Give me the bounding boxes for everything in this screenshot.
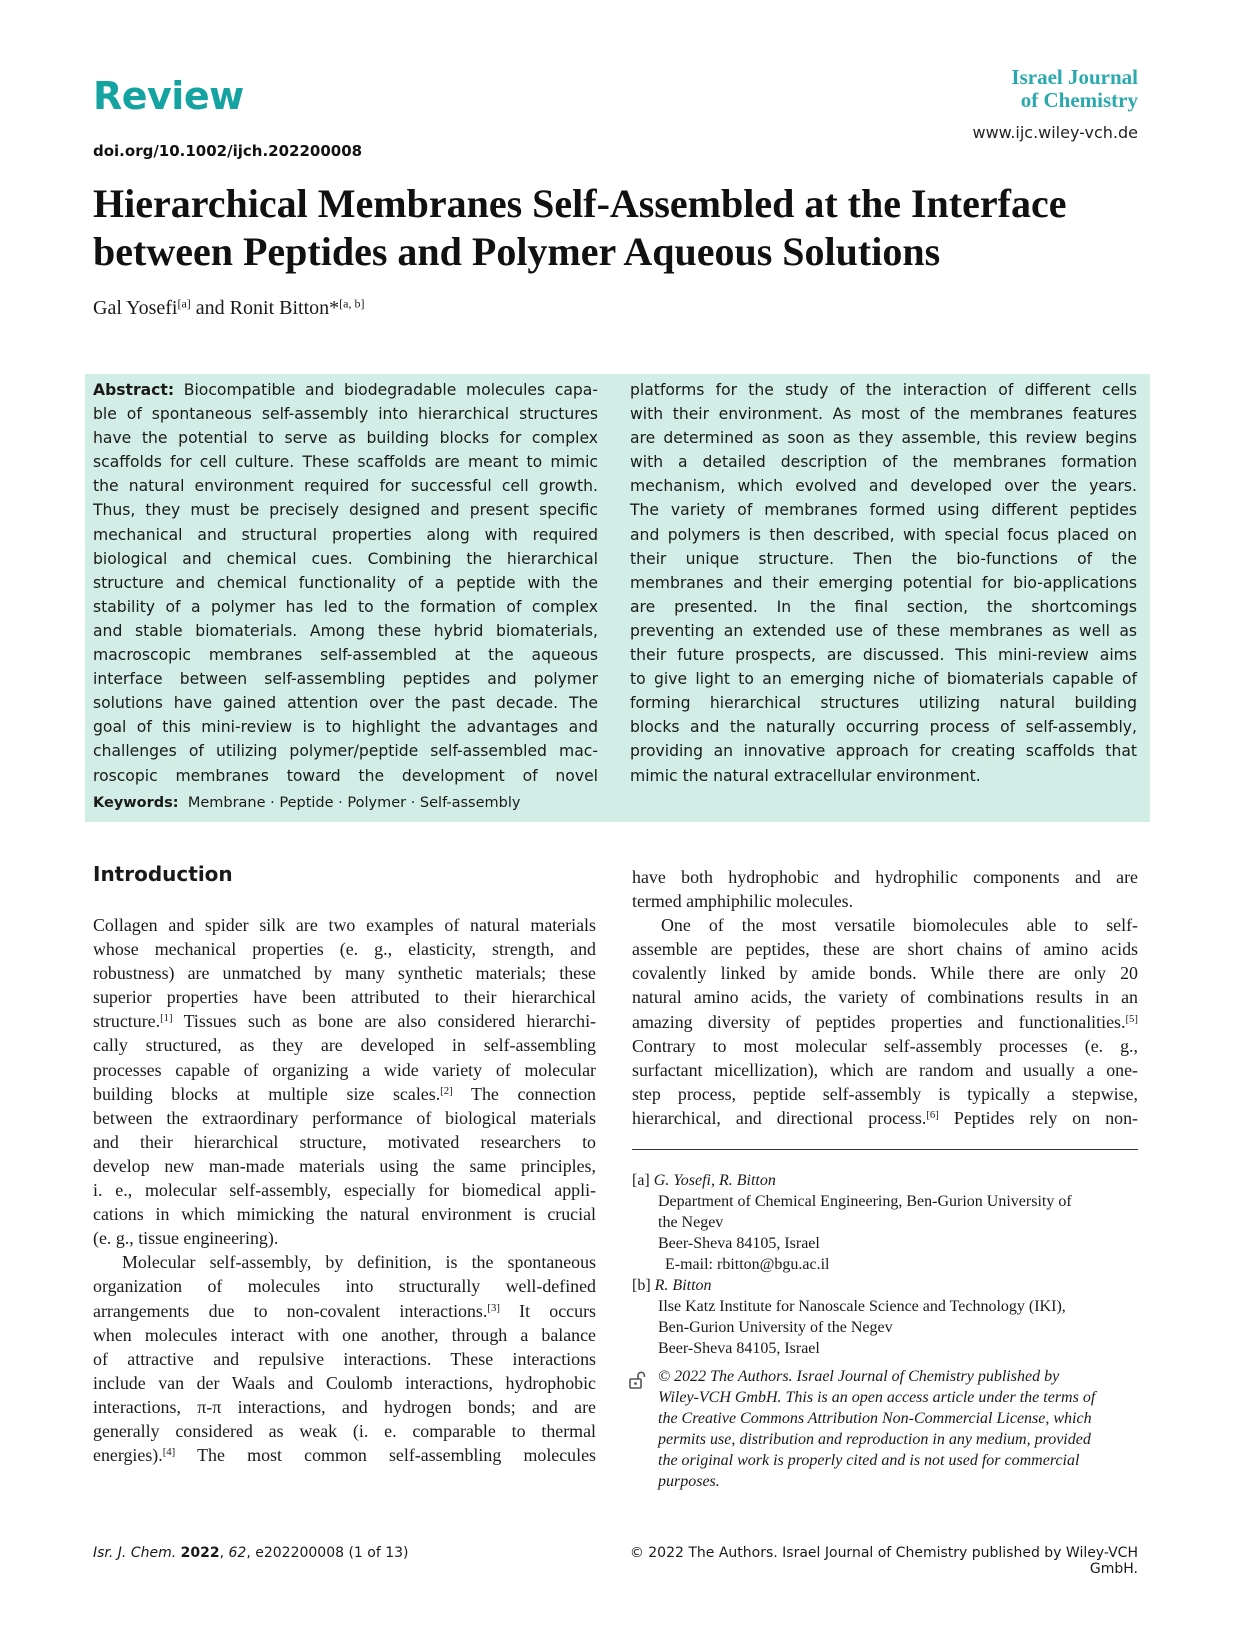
affiliation-text: Department of Chemical Engineering, Ben-Gurion University of <box>658 1193 1072 1210</box>
body-line <box>632 889 1138 913</box>
doi-link[interactable]: doi.org/10.1002/ijch.202200008 <box>93 142 363 160</box>
affiliation-text: Beer-Sheva 84105, Israel <box>658 1340 820 1357</box>
license-line: the original work is properly cited and is not used for commercial <box>658 1452 1080 1469</box>
body-line-text: cally structured, as they are developed in self-assembling <box>93 1035 596 1056</box>
abstract-line-text: their unique structure. Then the bio-functions of the <box>630 549 1137 568</box>
affiliation-a <box>632 1170 1138 1191</box>
abstract-label: Abstract: <box>93 381 175 399</box>
license-notice <box>632 1366 1138 1492</box>
affiliation-text: Ilse Katz Institute for Nanoscale Science and Technology (IKI), <box>658 1298 1066 1315</box>
affiliation-b <box>632 1275 1138 1296</box>
body-line-text: Molecular self-assembly, by definition, is the spontaneous <box>122 1252 596 1273</box>
abstract-line <box>630 595 1137 619</box>
abstract-line <box>630 426 1137 450</box>
body-line-text: i. e., molecular self-assembly, especially for biomedical appli- <box>93 1180 596 1201</box>
body-line <box>632 1058 1138 1082</box>
abstract-line <box>630 498 1137 522</box>
journal-logo-line2: of Chemistry <box>1020 88 1138 112</box>
abstract-line <box>630 739 1137 763</box>
body-line <box>93 1395 596 1419</box>
license-line: Wiley-VCH GmbH. This is an open access article under the terms of <box>658 1389 1096 1406</box>
body-line-text: whose mechanical properties (e. g., elasticity, strength, and <box>93 939 596 960</box>
body-line <box>93 937 596 961</box>
body-line <box>93 1274 596 1298</box>
abstract-line <box>93 426 598 450</box>
affiliation-text: Beer-Sheva 84105, Israel <box>658 1235 820 1252</box>
abstract-line-text: stability of a polymer has led to the formation of complex <box>93 597 598 616</box>
body-line-text: superior properties have been attributed to their hierarchical <box>93 987 596 1008</box>
abstract-line-text: biological and chemical cues. Combining the hierarchical <box>93 549 598 568</box>
abstract-line-text: scaffolds for cell culture. These scaffolds are meant to mimic <box>93 453 598 472</box>
abstract-line-text: providing an innovative approach for creating scaffolds that <box>630 742 1137 761</box>
body-line <box>632 961 1138 985</box>
body-line <box>93 1371 596 1395</box>
abstract-line <box>630 667 1137 691</box>
abstract-line-text: mechanism, which evolved and developed over the years. <box>630 477 1137 496</box>
abstract-line-text: mimic the natural extracellular environment. <box>630 766 981 785</box>
body-line-text: develop new man-made materials using the same principles, <box>93 1155 596 1176</box>
body-line <box>93 1323 596 1347</box>
page-footer-copyright: © 2022 The Authors. Israel Journal of Chemistry published by Wiley-VCH GmbH. <box>629 1545 1138 1577</box>
body-line <box>93 1202 596 1226</box>
abstract-line-text: solutions have gained attention over the past decade. The <box>93 694 598 713</box>
abstract-line <box>93 595 598 619</box>
abstract-line-text: mechanical and structural properties along with required <box>93 525 598 544</box>
abstract-line-text: forming hierarchical structures utilizing natural building <box>630 694 1137 713</box>
body-line <box>93 961 596 985</box>
journal-logo <box>958 66 1138 112</box>
body-line-text: (e. g., tissue engineering). <box>93 1228 279 1249</box>
abstract-line-text: challenges of utilizing polymer/peptide self-assembled mac- <box>93 742 598 761</box>
journal-abbrev: Isr. J. Chem. <box>93 1545 177 1561</box>
abstract-line <box>93 667 598 691</box>
body-line-text: include van der Waals and Coulomb interactions, hydrophobic <box>93 1372 596 1393</box>
body-line <box>93 1178 596 1202</box>
abstract-line-text: platforms for the study of the interaction of different cells <box>630 381 1137 399</box>
keywords-label: Keywords: <box>93 795 179 811</box>
body-line-text: generally considered as weak (i. e. comparable to thermal <box>93 1420 596 1441</box>
abstract-line <box>93 571 598 595</box>
body-line <box>93 1299 596 1323</box>
body-line-text: cations in which mimicking the natural environment is crucial <box>93 1204 596 1225</box>
body-line <box>93 1154 596 1178</box>
abstract-line <box>93 619 598 643</box>
abstract-line-text: The variety of membranes formed using different peptides <box>630 501 1137 520</box>
abstract-line <box>630 523 1137 547</box>
abstract-line-text: roscopic membranes toward the development of novel <box>93 766 598 785</box>
abstract-line <box>93 715 598 739</box>
title-line: Hierarchical Membranes Self-Assembled at the Interface <box>93 181 1067 226</box>
abstract-line <box>93 523 598 547</box>
abstract-line-text: Thus, they must be precisely designed and present specific <box>93 501 598 520</box>
body-line <box>93 1106 596 1130</box>
body-line <box>632 1106 1138 1130</box>
abstract-line <box>93 691 598 715</box>
citation-ref[interactable]: [4] <box>162 1446 176 1459</box>
body-line-text: robustness) are unmatched by many synthetic materials; these <box>93 963 596 984</box>
body-line-text: organization of molecules into structurally well-defined <box>93 1276 596 1297</box>
body-line <box>93 1250 596 1274</box>
license-line: permits use, distribution and reproduction in any medium, provided <box>658 1431 1091 1448</box>
abstract-line <box>630 547 1137 571</box>
license-line: © 2022 The Authors. Israel Journal of Chemistry published by <box>658 1368 1060 1385</box>
citation-year: 2022 <box>180 1545 220 1561</box>
body-line <box>632 1010 1138 1034</box>
abstract-line <box>93 474 598 498</box>
abstract-line <box>630 691 1137 715</box>
abstract-line <box>93 498 598 522</box>
abstract-line-text: goal of this mini-review is to highlight the advantages and <box>93 718 598 737</box>
abstract-line-text: their future prospects, are discussed. This mini-review aims <box>630 646 1137 665</box>
body-line-text: Collagen and spider silk are two examples of natural materials <box>93 915 596 935</box>
body-line-text: step process, peptide self-assembly is typically a stepwise, <box>632 1083 1138 1104</box>
body-line-text: One of the most versatile biomolecules able to self- <box>661 915 1138 936</box>
abstract-line <box>630 378 1137 402</box>
body-line-text: structure.[1] Tissues such as bone are also considered hierarchi- <box>93 1011 596 1032</box>
page-footer-citation: Isr. J. Chem. 2022, 62, e202200008 (1 of 13) <box>93 1545 409 1561</box>
email-link[interactable]: E-mail: rbitton@bgu.ac.il <box>665 1256 830 1273</box>
license-line: purposes. <box>658 1473 720 1490</box>
abstract-line-text: to give light to an emerging niche of biomaterials capable of <box>630 670 1137 689</box>
section-heading: Introduction <box>93 862 233 886</box>
author-affiliation-ref: [a, b] <box>339 296 365 311</box>
body-line <box>93 1443 596 1467</box>
author-separator: and <box>190 297 230 319</box>
author-name: Ronit Bitton* <box>229 297 340 319</box>
affiliations <box>632 1170 1138 1359</box>
affiliation-marker: [b] <box>632 1277 651 1294</box>
body-line-text: interactions, π-π interactions, and hydrogen bonds; and are <box>93 1396 596 1417</box>
body-line <box>93 1419 596 1443</box>
body-line <box>632 1082 1138 1106</box>
abstract-line <box>93 547 598 571</box>
affiliation-names: R. Bitton <box>654 1277 712 1294</box>
author-name: Gal Yosefi <box>93 297 178 319</box>
body-left-column <box>93 913 596 1467</box>
citation-ref[interactable]: [3] <box>487 1301 500 1314</box>
abstract-line-text: Biocompatible and biodegradable molecules capa- <box>174 381 598 399</box>
citation-ref[interactable]: [2] <box>440 1084 453 1097</box>
body-line-text: energies).[4] The most common self-assembling molecules <box>93 1445 596 1466</box>
abstract-line <box>630 619 1137 643</box>
abstract-left-column <box>93 378 598 788</box>
body-line-text: and their hierarchical structure, motivated researchers to <box>93 1131 596 1152</box>
body-line <box>93 1009 596 1033</box>
body-line-text: surfactant micellization), which are random and usually a one- <box>632 1059 1138 1080</box>
abstract-line <box>630 571 1137 595</box>
body-line-text: of attractive and repulsive interactions. These interactions <box>93 1348 596 1369</box>
affiliation-text: the Negev <box>658 1214 724 1231</box>
body-line <box>93 1226 596 1250</box>
article-title <box>93 180 1143 276</box>
abstract-line <box>93 764 598 788</box>
abstract-line-text: interface between self-assembling peptides and polymer <box>93 670 598 689</box>
abstract-line <box>630 450 1137 474</box>
abstract-line-text: preventing an extended use of these membranes as well as <box>630 621 1137 640</box>
body-line-text: termed amphiphilic molecules. <box>632 891 854 912</box>
license-line: the Creative Commons Attribution Non-Commercial License, which <box>658 1410 1092 1427</box>
body-line-text: processes capable of organizing a wide variety of molecular <box>93 1059 596 1080</box>
body-line-text: have both hydrophobic and hydrophilic components and are <box>632 867 1138 887</box>
section-label: Review <box>93 74 244 118</box>
journal-url-link[interactable]: www.ijc.wiley-vch.de <box>972 123 1138 142</box>
body-line-text: building blocks at multiple size scales.[2] The connection <box>93 1083 596 1104</box>
affiliation-text: Ben-Gurion University of the Negev <box>658 1319 893 1336</box>
author-affiliation-ref: [a] <box>177 296 191 311</box>
abstract-line-text: are presented. In the final section, the shortcomings <box>630 597 1137 616</box>
body-line <box>93 1058 596 1082</box>
body-line <box>632 865 1138 889</box>
abstract-line-text: and stable biomaterials. Among these hybrid biomaterials, <box>93 621 598 640</box>
citation-volume: 62 <box>228 1545 247 1561</box>
abstract-line-text: have the potential to serve as building blocks for complex <box>93 429 598 448</box>
affiliation-marker: [a] <box>632 1172 650 1189</box>
abstract-line <box>630 764 1137 788</box>
abstract-line <box>93 402 598 426</box>
affiliation-names: G. Yosefi, R. Bitton <box>653 1172 776 1189</box>
abstract-right-column <box>630 378 1137 788</box>
body-line <box>93 913 596 937</box>
body-line <box>93 1347 596 1371</box>
abstract-line-text: with their environment. As most of the membranes features <box>630 405 1137 424</box>
body-line <box>632 937 1138 961</box>
abstract-line-text: membranes and their emerging potential for bio-applications <box>630 573 1137 592</box>
body-line <box>93 1033 596 1057</box>
abstract-line-text: and polymers is then described, with special focus placed on <box>630 525 1137 544</box>
body-right-column <box>632 865 1138 1130</box>
abstract-line <box>630 402 1137 426</box>
citation-ref[interactable]: [5] <box>1125 1012 1138 1025</box>
abstract-line <box>630 643 1137 667</box>
abstract-line <box>93 378 598 402</box>
citation-ref[interactable]: [1] <box>160 1012 173 1025</box>
body-line-text: Contrary to most molecular self-assembly processes (e. g., <box>632 1035 1138 1056</box>
footnote-divider <box>632 1149 1138 1150</box>
keywords <box>93 795 520 811</box>
abstract-line-text: blocks and the naturally occurring process of self-assembly, <box>630 718 1137 737</box>
body-line-text: amazing diversity of peptides properties and functionalities.[5] <box>632 1011 1138 1032</box>
keywords-list: Membrane · Peptide · Polymer · Self-assembly <box>187 795 521 811</box>
body-line-text: assemble are peptides, these are short chains of amino acids <box>632 939 1138 960</box>
abstract-line-text: macroscopic membranes self-assembled at the aqueous <box>93 646 598 665</box>
body-line <box>93 985 596 1009</box>
body-line <box>632 913 1138 937</box>
body-line-text: arrangements due to non-covalent interactions.[3] It occurs <box>93 1300 596 1321</box>
abstract-line <box>93 643 598 667</box>
body-line-text: covalently linked by amide bonds. While there are only 20 <box>632 963 1138 984</box>
abstract-line-text: structure and chemical functionality of a peptide with the <box>93 573 598 592</box>
abstract-line <box>93 739 598 763</box>
author-list <box>93 297 364 320</box>
abstract-line <box>93 450 598 474</box>
abstract-line-text: the natural environment required for successful cell growth. <box>93 477 598 496</box>
abstract-line-text: ble of spontaneous self-assembly into hierarchical structures <box>93 405 598 424</box>
body-line <box>632 985 1138 1009</box>
body-line <box>632 1034 1138 1058</box>
body-line-text: between the extraordinary performance of biological materials <box>93 1107 596 1128</box>
title-line: between Peptides and Polymer Aqueous Solutions <box>93 229 941 274</box>
body-line-text: hierarchical, and directional process.[6] Peptides rely on non- <box>632 1107 1138 1128</box>
abstract-line <box>630 715 1137 739</box>
body-line <box>93 1130 596 1154</box>
abstract-line <box>630 474 1137 498</box>
body-line-text: natural amino acids, the variety of combinations results in an <box>632 987 1138 1008</box>
abstract-line-text: are determined as soon as they assemble, this review begins <box>630 429 1137 448</box>
abstract-line-text: with a detailed description of the membranes formation <box>630 453 1137 472</box>
body-line <box>93 1082 596 1106</box>
journal-logo-line1: Israel Journal <box>1011 65 1138 89</box>
citation-article-id: , e202200008 (1 of 13) <box>246 1545 409 1561</box>
citation-ref[interactable]: [6] <box>926 1109 939 1122</box>
body-line-text: when molecules interact with one another, through a balance <box>93 1324 596 1345</box>
